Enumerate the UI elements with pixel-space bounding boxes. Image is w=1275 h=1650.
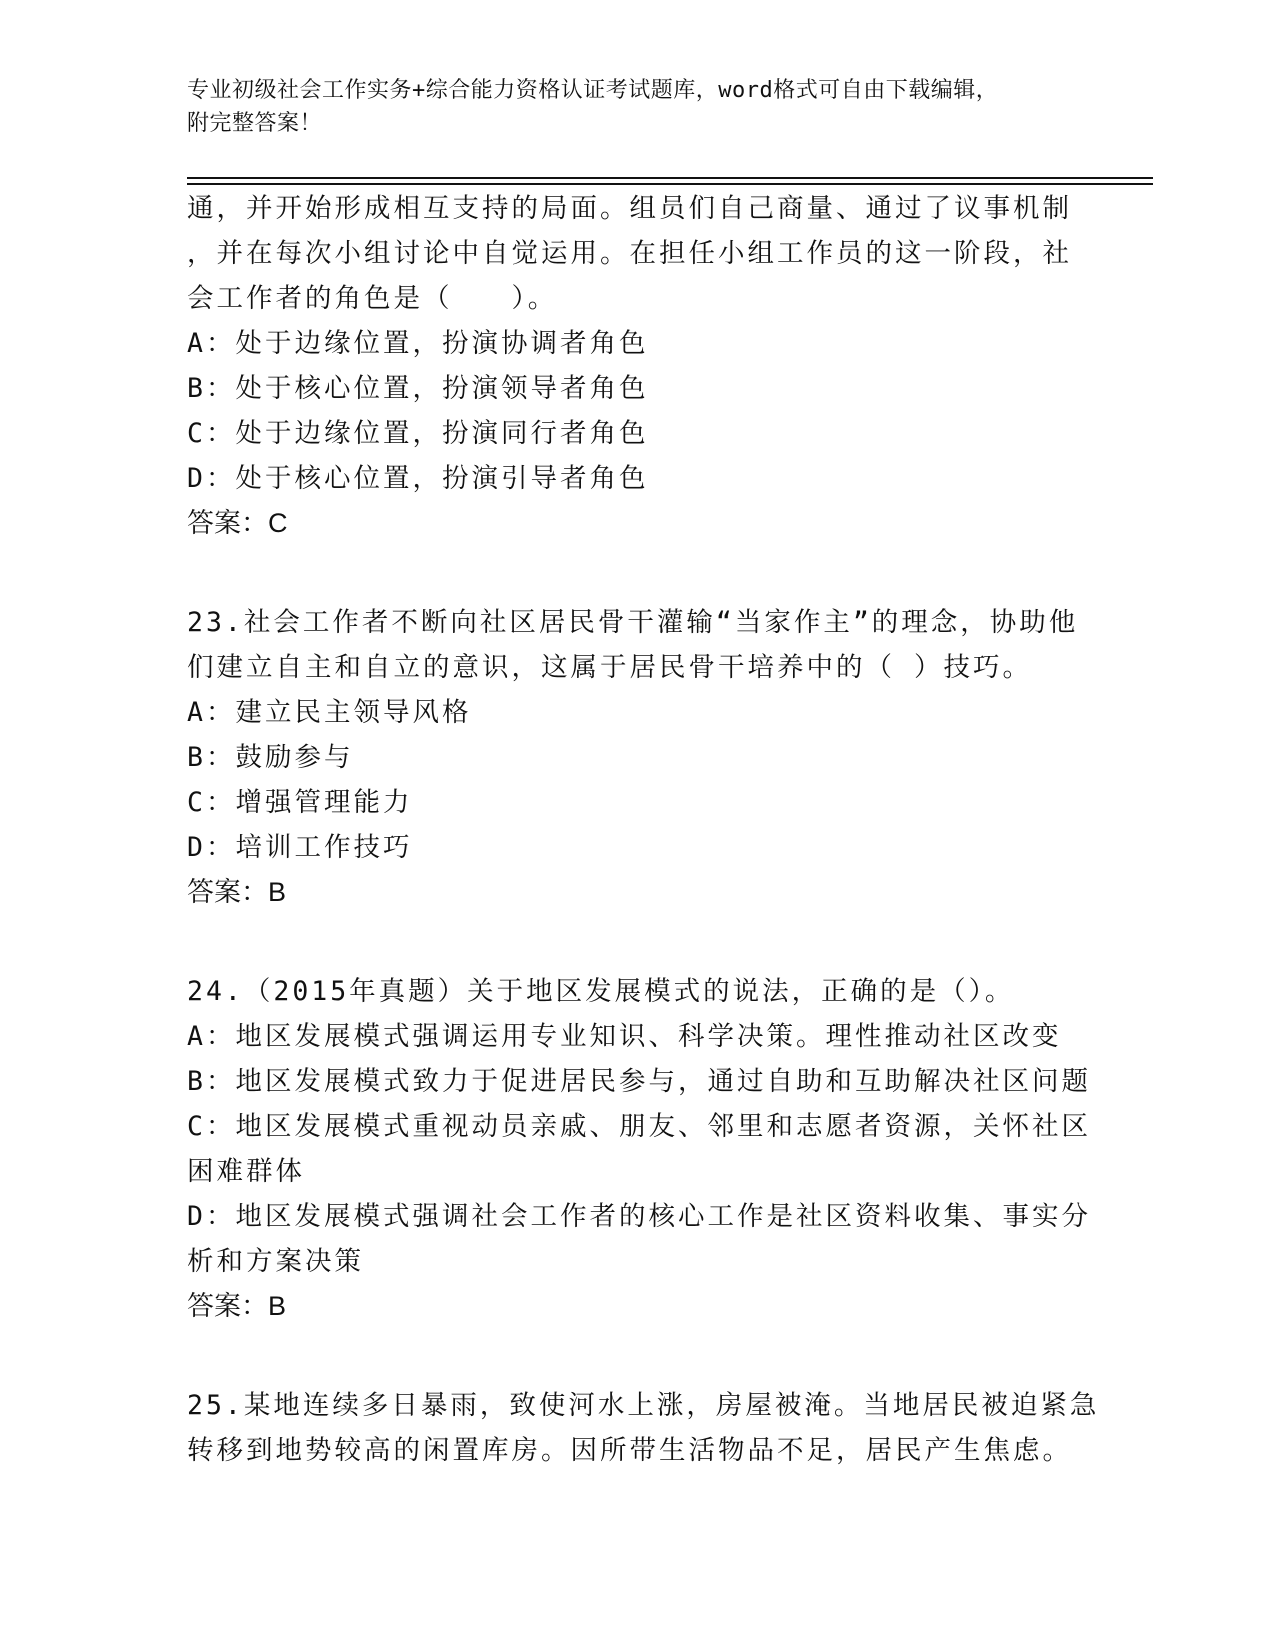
option-b: B：处于核心位置，扮演领导者角色: [187, 373, 649, 404]
option-c: C：增强管理能力: [187, 787, 413, 818]
question-spacer: [187, 1329, 1087, 1383]
option-b: B：鼓励参与: [187, 742, 354, 773]
question-spacer: [187, 546, 1087, 600]
header-rule-bottom: [187, 183, 1153, 185]
question-stem-line: 会工作者的角色是（ ）。: [187, 283, 558, 314]
option-a: A：地区发展模式强调运用专业知识、科学决策。理性推动社区改变: [187, 1021, 1062, 1052]
question-24: [187, 969, 1091, 1329]
question-stem-line: 25.某地连续多日暴雨，致使河水上涨，房屋被淹。当地居民被迫紧急: [187, 1390, 1100, 1421]
question-content: [187, 186, 1100, 1473]
option-c-continued: 困难群体: [187, 1156, 305, 1187]
option-a: A：建立民主领导风格: [187, 697, 472, 728]
option-d: D：培训工作技巧: [187, 832, 413, 863]
answer-line: 答案：B: [187, 877, 287, 907]
question-stem-line: 24.（2015年真题）关于地区发展模式的说法，正确的是（）。: [187, 976, 1015, 1007]
question-stem-line: 23.社会工作者不断向社区居民骨干灌输“当家作主”的理念，协助他: [187, 607, 1079, 638]
header-rule-top: [187, 177, 1153, 179]
question-stem-line: 们建立自主和自立的意识，这属于居民骨干培养中的（ ）技巧。: [187, 652, 1032, 683]
option-d-continued: 析和方案决策: [187, 1246, 364, 1277]
option-b: B：地区发展模式致力于促进居民参与，通过自助和互助解决社区问题: [187, 1066, 1091, 1097]
question-25: [187, 1383, 1100, 1473]
header-line-2: 附完整答案！: [187, 111, 323, 136]
option-c: C：处于边缘位置，扮演同行者角色: [187, 418, 649, 449]
option-a: A：处于边缘位置，扮演协调者角色: [187, 328, 649, 359]
header-line-1: 专业初级社会工作实务+综合能力资格认证考试题库，word格式可自由下载编辑，: [187, 78, 999, 103]
question-22: [187, 186, 1087, 546]
question-23: [187, 600, 1087, 915]
option-c: C：地区发展模式重视动员亲戚、朋友、邻里和志愿者资源，关怀社区: [187, 1111, 1091, 1142]
option-d: D：地区发展模式强调社会工作者的核心工作是社区资料收集、事实分: [187, 1201, 1091, 1232]
question-spacer: [187, 915, 1087, 969]
question-stem-line: 通，并开始形成相互支持的局面。组员们自己商量、通过了议事机制: [187, 193, 1072, 224]
question-stem-line: 转移到地势较高的闲置库房。因所带生活物品不足，居民产生焦虑。: [187, 1435, 1072, 1466]
question-stem-line: ，并在每次小组讨论中自觉运用。在担任小组工作员的这一阶段，社: [187, 238, 1072, 269]
answer-line: 答案：B: [187, 1291, 287, 1321]
answer-line: 答案：C: [187, 508, 288, 538]
option-d: D：处于核心位置，扮演引导者角色: [187, 463, 649, 494]
document-header: [187, 74, 1087, 140]
